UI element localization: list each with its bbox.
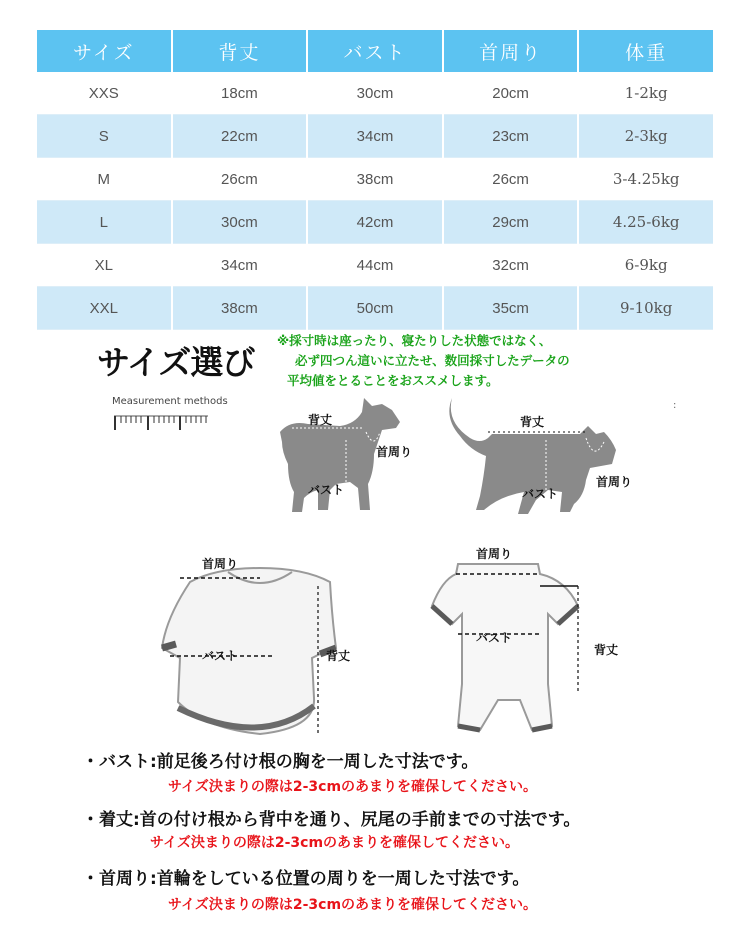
dog-diagram: [270, 392, 430, 522]
cell-back: 30cm: [173, 201, 307, 244]
tshirt-back-label: 背丈: [326, 649, 351, 663]
size-table-header-row: [37, 30, 713, 72]
table-row: [37, 115, 713, 158]
cell-back: 34cm: [173, 244, 307, 287]
warning-neck: サイズ決まりの際は2-3cmのあまりを確保してください。: [168, 897, 538, 913]
cell-size: XL: [37, 244, 171, 287]
cell-weight: 3-4.25kg: [579, 158, 713, 201]
jumpsuit-neck-label: 首周り: [476, 547, 513, 561]
cell-size: S: [37, 115, 171, 158]
cell-bust: 38cm: [308, 158, 442, 201]
table-row: [37, 201, 713, 244]
warning-bust: サイズ決まりの際は2-3cmのあまりを確保してください。: [168, 779, 538, 795]
cell-back: 18cm: [173, 72, 307, 115]
note-line: 必ず四つん這いに立たせ、数回採寸したデータの: [295, 353, 570, 368]
description-length: ・着丈:首の付け根から背中を通り、尻尾の手前までの寸法です。: [82, 810, 581, 830]
cell-back: 26cm: [173, 158, 307, 201]
table-row: [37, 72, 713, 115]
cell-size: XXL: [37, 287, 171, 330]
description-bust: ・バスト:前足後ろ付け根の胸を一周した寸法です。: [82, 752, 479, 772]
cell-size: M: [37, 158, 171, 201]
cell-weight: 4.25-6kg: [579, 201, 713, 244]
cell-neck: 20cm: [444, 72, 578, 115]
description-neck: ・首周り:首輪をしている位置の周りを一周した寸法です。: [82, 869, 530, 889]
dog-back-label: 背丈: [308, 413, 333, 427]
cat-neck-label: 首周り: [596, 475, 633, 489]
tshirt-neck-label: 首周り: [202, 557, 239, 571]
cell-neck: 32cm: [444, 244, 578, 287]
jumpsuit-diagram: [402, 544, 642, 744]
table-row: [37, 244, 713, 287]
header-neck: 首周り: [444, 30, 578, 72]
cell-weight: 1-2kg: [579, 72, 713, 115]
cell-size: L: [37, 201, 171, 244]
cell-bust: 30cm: [308, 72, 442, 115]
cell-neck: 26cm: [444, 158, 578, 201]
cell-back: 38cm: [173, 287, 307, 330]
jumpsuit-back-label: 背丈: [594, 643, 619, 657]
note-line: ※採寸時は座ったり、寝たりした状態ではなく、: [277, 333, 552, 348]
guide-title: サイズ選び: [97, 343, 255, 382]
warning-length: サイズ決まりの際は2-3cmのあまりを確保してください。: [150, 835, 520, 851]
cell-back: 22cm: [173, 115, 307, 158]
dog-neck-label: 首周り: [376, 445, 413, 459]
cat-bust-label: バスト: [522, 487, 559, 501]
cell-bust: 42cm: [308, 201, 442, 244]
header-weight: 体重: [579, 30, 713, 72]
cat-diagram: [440, 392, 640, 522]
table-row: [37, 158, 713, 201]
tshirt-diagram: [150, 548, 370, 748]
cell-weight: 6-9kg: [579, 244, 713, 287]
table-row: [37, 287, 713, 330]
measurement-methods-label: Measurement methods: [112, 396, 228, 407]
cell-neck: 35cm: [444, 287, 578, 330]
cat-back-label: 背丈: [520, 415, 545, 429]
cell-bust: 44cm: [308, 244, 442, 287]
size-table: [35, 30, 715, 330]
dot-mark: :: [673, 400, 677, 411]
header-bust: バスト: [308, 30, 442, 72]
cell-weight: 2-3kg: [579, 115, 713, 158]
note-line: 平均値をとることをおススメします。: [287, 373, 499, 388]
cell-size: XXS: [37, 72, 171, 115]
jumpsuit-outline-icon: [432, 564, 578, 730]
ruler-icon: [112, 410, 212, 432]
header-size: サイズ: [37, 30, 171, 72]
measurement-note: [277, 331, 570, 391]
cell-neck: 23cm: [444, 115, 578, 158]
jumpsuit-bust-label: バスト: [476, 631, 513, 645]
header-back-length: 背丈: [173, 30, 307, 72]
cell-bust: 50cm: [308, 287, 442, 330]
cell-neck: 29cm: [444, 201, 578, 244]
dog-bust-label: バスト: [308, 483, 345, 497]
cell-weight: 9-10kg: [579, 287, 713, 330]
cell-bust: 34cm: [308, 115, 442, 158]
tshirt-bust-label: バスト: [202, 649, 239, 663]
